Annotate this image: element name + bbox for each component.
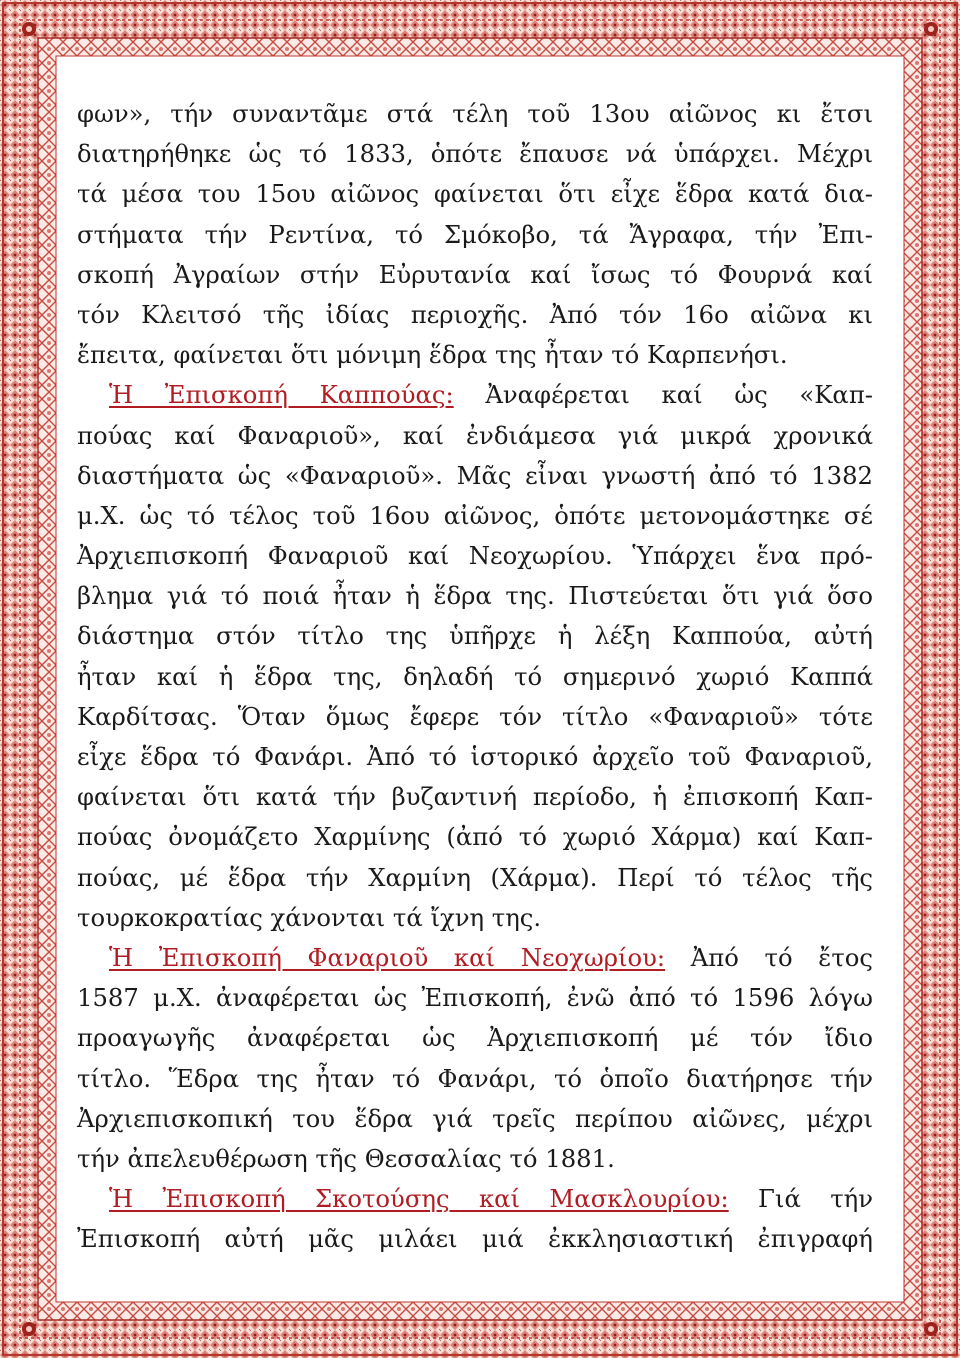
text-line: σκοπή Ἀγραίων στήν Εὐρυτανία καί ἴσως τό Φουρνά καί: [77, 259, 873, 289]
text-line: πούας καί Φαναριοῦ», καί ἐνδιάμεσα γιά μικρά χρονικά: [77, 420, 873, 450]
text-line: διάστημα στόν τίτλο της ὑπῆρχε ἡ λέξη Καππούα, αὐτή: [77, 621, 873, 651]
text-line: εἶχε ἕδρα τό Φανάρι. Ἀπό τό ἱστορικό ἀρχεῖο τοῦ Φαναριοῦ,: [77, 742, 873, 771]
text-line: τά μέσα του 15ου αἰῶνος φαίνεται ὅτι εἶχε ἕδρα κατά δια-: [77, 179, 873, 209]
text-line: βλημα γιά τό ποιά ἦταν ἡ ἕδρα της. Πιστεύεται ὅτι γιά ὅσο: [77, 581, 873, 611]
section-heading-skotousis: Ἡ Ἐπισκοπή Σκοτούσης καί Μασκλουρίου:: [109, 1184, 729, 1214]
section-first-line: [77, 375, 873, 415]
text-line: Ἀρχιεπισκοπή Φαναριοῦ καί Νεοχωρίου. Ὑπάρχει ἕνα πρό-: [77, 541, 873, 571]
text-line: ἔπειτα, φαίνεται ὅτι μόνιμη ἕδρα της ἦταν τό Καρπενήσι.: [77, 340, 788, 370]
text-line: διατηρήθηκε ὡς τό 1833, ὁπότε ἔπαυσε νά ὑπάρχει. Μέχρι: [77, 139, 873, 169]
text-line: ἦταν καί ἡ ἕδρα της, δηλαδή τό σημερινό χωριό Καππά: [77, 661, 873, 691]
text-line: Ἐπισκοπή αὐτή μᾶς μιλάει μιά ἐκκλησιαστική ἐπιγραφή: [77, 1224, 873, 1254]
text-line: τίτλο. Ἕδρα της ἦταν τό Φανάρι, τό ὁποῖο διατήρησε τήν: [77, 1063, 873, 1093]
text-run: Ἀναφέρεται καί ὡς «Καπ-: [453, 380, 874, 410]
text-line: διαστήματα ὡς «Φαναριοῦ». Μᾶς εἶναι γνωστή ἀπό τό 1382: [77, 460, 873, 490]
text-line: Ἀρχιεπισκοπική του ἕδρα γιά τρεῖς περίπου αἰῶνες, μέχρι: [77, 1103, 873, 1133]
section-heading-kappouas: Ἡ Ἐπισκοπή Καππούας:: [109, 380, 454, 410]
text-line: προαγωγῆς ἀναφέρεται ὡς Ἀρχιεπισκοπή μέ τόν ἴδιο: [77, 1023, 873, 1053]
section-first-line: [77, 938, 873, 978]
text-line: τουρκοκρατίας χάνονται τά ἴχνη της.: [77, 902, 542, 932]
text-line: τήν ἀπελευθέρωση τῆς Θεσσαλίας τό 1881.: [77, 1143, 615, 1173]
text-line: τόν Κλειτσό τῆς ἰδίας περιοχῆς. Ἀπό τόν 16ο αἰῶνα κι: [77, 299, 873, 329]
text-line: φαίνεται ὅτι κατά τήν βυζαντινή περίοδο, ἡ ἐπισκοπή Καπ-: [77, 782, 873, 812]
text-run: Ἀπό τό ἔτος: [665, 942, 873, 972]
text-line: στήματα τήν Ρεντίνα, τό Σμόκοβο, τά Ἄγραφα, τήν Ἐπι-: [77, 219, 873, 249]
text-line: Καρδίτσας. Ὅταν ὅμως ἔφερε τόν τίτλο «Φαναριοῦ» τότε: [77, 701, 873, 731]
section-heading-fanariou: Ἡ Ἐπισκοπή Φαναριοῦ καί Νεοχωρίου:: [109, 942, 666, 972]
text-line: πούας, μέ ἕδρα τήν Χαρμίνη (Χάρμα). Περί τό τέλος τῆς: [77, 862, 873, 892]
body-text: [77, 94, 873, 1259]
text-line: μ.Χ. ὡς τό τέλος τοῦ 16ου αἰῶνος, ὁπότε μετονομάστηκε σέ: [77, 500, 873, 530]
text-run: Γιά τήν: [728, 1184, 873, 1214]
text-line: φων», τήν συναντᾶμε στά τέλη τοῦ 13ου αἰῶνος κι ἔτσι: [77, 99, 873, 128]
text-line: 1587 μ.Χ. ἀναφέρεται ὡς Ἐπισκοπή, ἐνῶ ἀπό τό 1596 λόγω: [77, 983, 873, 1013]
section-first-line: [77, 1179, 873, 1219]
text-line: πούας ὀνομάζετο Χαρμίνης (ἀπό τό χωριό Χάρμα) καί Καπ-: [77, 822, 873, 852]
